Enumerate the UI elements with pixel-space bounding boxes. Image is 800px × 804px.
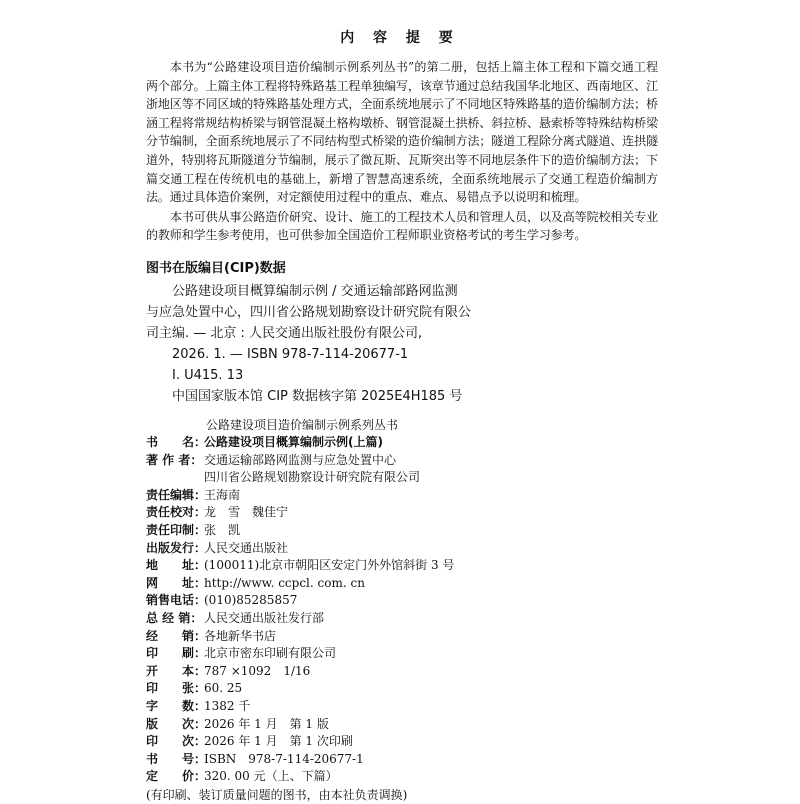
cip-line: 司主编. — 北京 : 人民交通出版社股份有限公司, (146, 326, 423, 341)
detail-value: 人民交通出版社 (204, 540, 289, 555)
detail-row (146, 680, 666, 698)
detail-label: 印 张： (146, 681, 207, 696)
detail-label: 网 址： (146, 575, 207, 590)
summary-paragraph-1: 本书为“公路建设项目造价编制示例系列丛书”的第二册，包括上篇主体工程和下篇交通工程两个部分。上篇主体工程将特殊路基工程单独编写，该章节通过总结我国华北地区、西南地区、江浙地区等不同区域的特殊路基处理方式，全面系统地展示了不同地区特殊路基的造价编制方法；桥涵工程将常规结构桥梁与钢管混凝土格构墩桥、钢管混凝土拱桥、斜拉桥、悬索桥等特殊结构桥梁分节编制，全面系统地展示了不同结构型式桥梁的造价编制方法；隧道工程除分离式隧道、连拱隧道外，特别将瓦斯隧道分节编制，展示了微瓦斯、瓦斯突出等不同地层条件下的造价编制方法；下篇交通工程在传统机电的基础上，新增了智慧高速系统，全面系统地展示了交通工程造价编制方法。通过具体造价案例，对定额使用过程中的重点、难点、易错点予以说明和梳理。 (146, 60, 658, 205)
detail-value: 各地新华书店 (204, 628, 277, 643)
cip-data-block (146, 258, 666, 407)
page-title: 内 容 提 要 (340, 30, 460, 46)
detail-value: 2026 年 1 月 第 1 版 (204, 716, 329, 731)
detail-value: 张 凯 (204, 522, 241, 537)
detail-row (146, 733, 666, 751)
detail-label: 书 号： (146, 751, 207, 766)
detail-value: ISBN 978-7-114-20677-1 (204, 751, 364, 766)
detail-row (146, 698, 666, 716)
detail-value: 龙 雪 魏佳宁 (204, 505, 289, 520)
detail-row (146, 522, 666, 540)
detail-value: (010)85285857 (204, 593, 298, 608)
detail-value: 四川省公路规划勘察设计研究院有限公司 (204, 470, 421, 485)
detail-label: 出版发行： (146, 540, 207, 555)
detail-row (146, 540, 666, 558)
detail-value: 公路建设项目概算编制示例(上篇) (204, 435, 383, 449)
detail-row (146, 469, 666, 487)
summary-paragraph-2: 本书可供从事公路造价研究、设计、施工的工程技术人员和管理人员，以及高等院校相关专业的教师和学生参考使用，也可供参加全国造价工程师职业资格考试的考生学习参考。 (146, 209, 658, 243)
detail-value: 787 ×1092 1/16 (204, 663, 311, 678)
detail-row (146, 628, 666, 646)
detail-value: 2026 年 1 月 第 1 次印刷 (204, 734, 353, 749)
detail-row (146, 575, 666, 593)
detail-value: 北京市密东印刷有限公司 (204, 646, 337, 661)
detail-label: 销售电话： (146, 593, 207, 608)
detail-label: 字 数： (146, 698, 207, 713)
detail-value: (100011)北京市朝阳区安定门外外馆斜街 3 号 (204, 558, 455, 573)
detail-value: 1382 千 (204, 698, 251, 713)
cip-line: 公路建设项目概算编制示例 / 交通运输部路网监测 (172, 284, 458, 299)
detail-label: 地 址： (146, 558, 207, 573)
cip-classification: Ⅰ. U415. 13 (172, 368, 244, 383)
detail-row (146, 645, 666, 663)
cip-heading: 图书在版编目(CIP)数据 (146, 261, 286, 276)
detail-value: http://www. ccpcl. com. cn (204, 575, 365, 590)
detail-value: 320. 00 元（上、下篇） (204, 769, 338, 784)
detail-label: 责任编辑： (146, 487, 207, 502)
detail-row (146, 592, 666, 610)
publication-details (146, 434, 666, 804)
detail-row (146, 504, 666, 522)
detail-row (146, 487, 666, 505)
detail-row (146, 751, 666, 769)
detail-label: 责任印制： (146, 522, 207, 537)
detail-label: 经 销： (146, 628, 207, 643)
detail-row (146, 434, 666, 452)
detail-label: 定 价： (146, 769, 207, 784)
detail-row (146, 452, 666, 470)
content-summary (146, 58, 658, 245)
detail-row (146, 663, 666, 681)
detail-row (146, 557, 666, 575)
detail-row (146, 768, 666, 786)
detail-label: 印 次： (146, 734, 207, 749)
cip-record-number: 中国国家版本馆 CIP 数据核字第 2025E4H185 号 (172, 389, 463, 404)
detail-value: 王海南 (204, 487, 241, 502)
detail-label: 版 次： (146, 716, 207, 731)
detail-row (146, 716, 666, 734)
detail-label: 责任校对： (146, 505, 207, 520)
detail-value: 60. 25 (204, 681, 243, 696)
detail-value: 交通运输部路网监测与应急处置中心 (204, 452, 397, 467)
cip-line: 与应急处置中心，四川省公路规划勘察设计研究院有限公 (146, 305, 472, 320)
detail-label: 开 本： (146, 663, 207, 678)
detail-label: 印 刷： (146, 646, 207, 661)
footer-note: (有印刷、装订质量问题的图书，由本社负责调换) (146, 787, 408, 802)
detail-label: 书 名： (146, 435, 207, 449)
detail-value: 人民交通出版社发行部 (204, 610, 325, 625)
detail-label: 著 作 者： (146, 452, 203, 467)
detail-label: 总 经 销： (146, 610, 203, 625)
series-title: 公路建设项目造价编制示例系列丛书 (206, 418, 399, 432)
cip-line: 2026. 1. — ISBN 978-7-114-20677-1 (172, 347, 409, 362)
detail-row (146, 610, 666, 628)
